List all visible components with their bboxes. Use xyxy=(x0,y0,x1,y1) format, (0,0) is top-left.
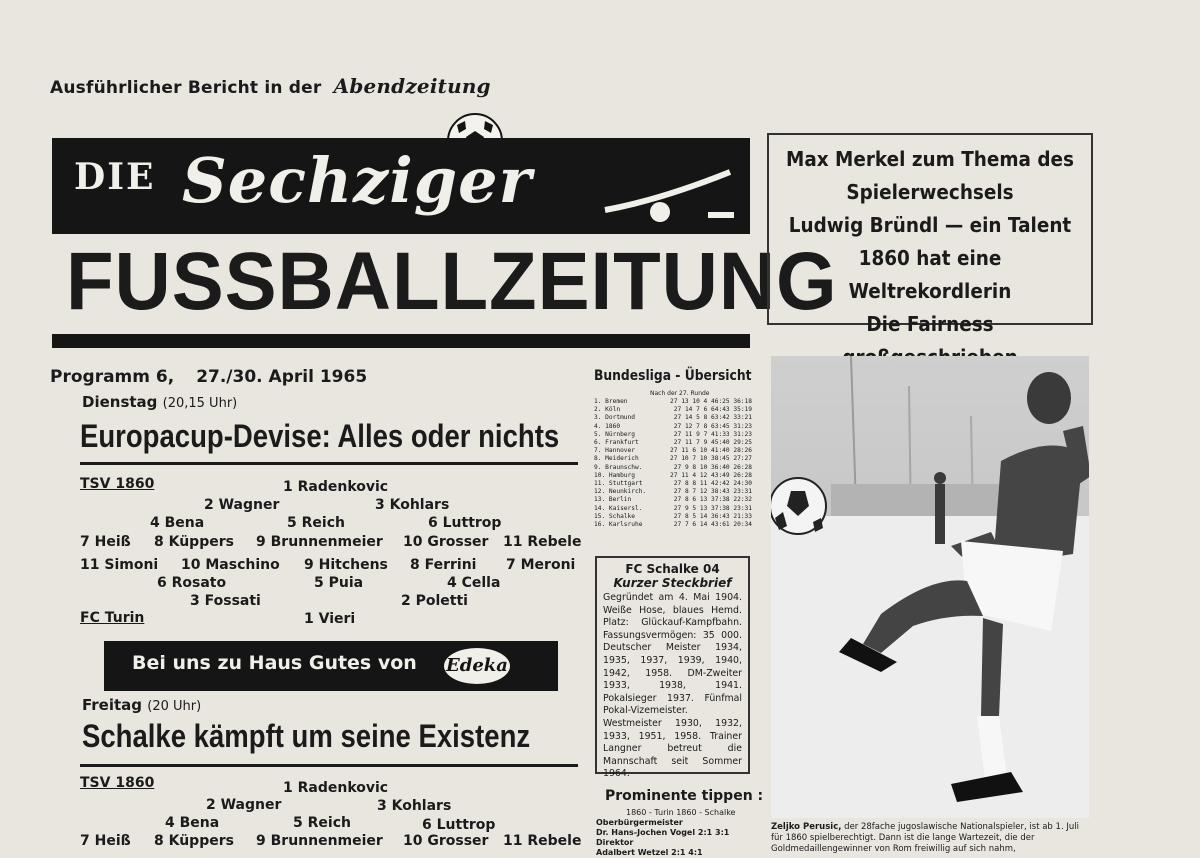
player: 1 Radenkovic xyxy=(283,479,389,495)
table-row xyxy=(594,480,752,488)
team-stats: 27 11 9 7 41:33 31:23 xyxy=(673,430,752,438)
edeka-logo: Edeka xyxy=(444,648,510,684)
topic-line: Ludwig Bründl — ein Talent xyxy=(788,213,1072,237)
table-row xyxy=(594,521,752,529)
player: 2 Wagner xyxy=(206,797,282,813)
table-row xyxy=(594,406,752,414)
player: 11 Rebele xyxy=(503,534,582,550)
topic-line: Spielerwechsels xyxy=(846,180,1014,204)
team-name: 7. Hannover xyxy=(594,447,635,455)
team-stats: 27 10 7 10 38:45 27:27 xyxy=(670,455,752,463)
schalke-subtitle: Kurzer Steckbrief xyxy=(613,576,732,590)
player: 8 Ferrini xyxy=(410,557,477,573)
schalke-profile-box xyxy=(595,556,750,780)
caption-name: Zeljko Perusic, xyxy=(771,822,842,832)
tips-title: Prominente tippen : xyxy=(605,788,764,804)
table-row xyxy=(594,423,752,431)
player-photo xyxy=(771,356,1089,818)
table-row xyxy=(594,464,752,472)
player: 9 Brunnenmeier xyxy=(256,833,383,849)
team-stats: 27 12 7 8 63:45 31:23 xyxy=(673,422,752,430)
player: 7 Meroni xyxy=(506,557,576,573)
player: 9 Hitchens xyxy=(304,557,388,573)
table-row xyxy=(594,496,752,504)
bundesliga-title: Bundesliga - Übersicht xyxy=(594,368,752,384)
programm-line xyxy=(50,367,367,387)
team-stats: 27 11 4 12 43:49 26:28 xyxy=(670,471,752,479)
team-stats: 27 9 8 10 36:40 26:28 xyxy=(673,463,752,471)
masthead-sechziger: Sechziger xyxy=(182,144,533,217)
abendzeitung-logo: Abendzeitung xyxy=(333,74,491,98)
team-name: 9. Braunschw. xyxy=(594,463,643,471)
player: 5 Reich xyxy=(293,815,351,831)
topics-box xyxy=(767,133,1093,336)
table-row xyxy=(594,472,752,480)
match2-time: (20 Uhr) xyxy=(147,699,202,714)
team-name: 3. Dortmund xyxy=(594,414,635,422)
match1-home-team: TSV 1860 xyxy=(80,476,155,492)
player: 1 Radenkovic xyxy=(283,780,389,796)
bundesliga-subtitle: Nach der 27. Runde xyxy=(650,390,710,397)
team-name: 4. 1860 xyxy=(594,422,621,430)
team-name: 5. Nürnberg xyxy=(594,430,635,438)
tips-line: Direktor xyxy=(596,838,634,847)
programm-dates: 27./30. April 1965 xyxy=(196,367,368,387)
match1-headline: Europacup-Devise: Alles oder nichts xyxy=(80,418,560,454)
table-row xyxy=(594,431,752,439)
match1-rule xyxy=(80,462,578,465)
player: 9 Brunnenmeier xyxy=(256,534,383,550)
team-stats: 27 8 6 13 37:38 22:32 xyxy=(673,496,752,504)
team-stats: 27 8 8 11 42:42 24:30 xyxy=(673,480,752,488)
player: 4 Bena xyxy=(150,515,205,531)
schalke-title: FC Schalke 04 xyxy=(625,562,720,576)
player: 4 Bena xyxy=(165,815,220,831)
table-row xyxy=(594,414,752,422)
team-stats: 27 13 10 4 46:25 36:18 xyxy=(670,398,752,405)
match1-away-team: FC Turin xyxy=(80,610,145,626)
table-row xyxy=(594,398,752,406)
player: 11 Simoni xyxy=(80,557,159,573)
match1-time: (20,15 Uhr) xyxy=(162,396,238,411)
tips-line: Oberbürgermeister xyxy=(596,818,683,827)
player: 4 Cella xyxy=(447,575,501,591)
topic-line: 1860 hat eine Weltrekordlerin xyxy=(848,246,1012,303)
player: 7 Heiß xyxy=(80,534,131,550)
player: 2 Poletti xyxy=(401,593,468,609)
match2-home-team: TSV 1860 xyxy=(80,775,155,791)
match2-day xyxy=(82,696,201,714)
player: 10 Grosser xyxy=(403,833,489,849)
team-stats: 27 8 5 14 36:43 21:33 xyxy=(673,512,752,520)
team-name: 6. Frankfurt xyxy=(594,439,639,447)
table-row xyxy=(594,455,752,463)
player: 6 Luttrop xyxy=(422,817,496,833)
player: 2 Wagner xyxy=(204,497,280,513)
player: 8 Küppers xyxy=(154,534,234,550)
advert-text: Bei uns zu Haus Gutes von xyxy=(132,652,417,674)
table-row xyxy=(594,488,752,496)
match2-day-name: Freitag xyxy=(82,696,143,714)
tips-line: Adalbert Wetzel 2:1 4:1 xyxy=(596,848,703,857)
team-stats: 27 8 7 12 38:43 23:31 xyxy=(673,488,752,496)
report-notice-text: Ausführlicher Bericht in der xyxy=(50,78,322,98)
player: 10 Grosser xyxy=(403,534,489,550)
match2-headline: Schalke kämpft um seine Existenz xyxy=(82,718,531,754)
bundesliga-table xyxy=(594,398,752,529)
photo-caption xyxy=(771,822,1089,855)
table-row xyxy=(594,513,752,521)
player: 5 Reich xyxy=(287,515,345,531)
team-name: 16. Karlsruhe xyxy=(594,521,643,529)
table-row xyxy=(594,505,752,513)
player: 3 Kohlars xyxy=(377,798,452,814)
player: 5 Puia xyxy=(314,575,364,591)
topic-line: Die Fairness xyxy=(866,312,994,336)
masthead-swash-icon xyxy=(600,160,740,230)
tips-header: 1860 - Turin 1860 - Schalke xyxy=(626,808,736,817)
team-name: 12. Neunkirch. xyxy=(594,488,647,496)
team-stats: 27 14 7 6 64:43 35:19 xyxy=(673,406,752,414)
tips-line: Dr. Hans-Jochen Vogel 2:1 3:1 xyxy=(596,828,730,837)
player: 6 Luttrop xyxy=(428,515,502,531)
team-name: 2. Köln xyxy=(594,406,621,414)
team-name: 15. Schalke xyxy=(594,512,635,520)
team-name: 8. Meiderich xyxy=(594,455,639,463)
team-stats: 27 14 5 8 63:42 33:21 xyxy=(673,414,752,422)
team-name: 11. Stuttgart xyxy=(594,480,643,488)
team-stats: 27 9 5 13 37:38 23:31 xyxy=(673,504,752,512)
masthead-rule xyxy=(52,334,750,348)
player: 10 Maschino xyxy=(181,557,280,573)
programm-label: Programm 6, xyxy=(50,367,175,387)
edeka-advert xyxy=(104,641,558,691)
team-name: 13. Berlin xyxy=(594,496,632,504)
caption-text: der 28fache jugoslawische Nationalspieler, ist ab 1. Juli für 1860 spielberechtigt. Dann ist die lange Wartezeit, die der Goldmedaillengewinner von Rom freiwillig auf sich nahm, xyxy=(771,822,1079,854)
player: 3 Fossati xyxy=(190,593,261,609)
player: 7 Heiß xyxy=(80,833,131,849)
player: 11 Rebele xyxy=(503,833,582,849)
match1-day xyxy=(82,393,237,411)
team-name: 14. Kaisersl. xyxy=(594,504,643,512)
match2-rule xyxy=(80,764,578,767)
player: 1 Vieri xyxy=(304,611,356,627)
table-row xyxy=(594,439,752,447)
team-stats: 27 7 6 14 43:61 20:34 xyxy=(673,521,752,529)
masthead-title: FUSSBALLZEITUNG xyxy=(66,236,838,327)
player: 3 Kohlars xyxy=(375,497,450,513)
schalke-text: Gegründet am 4. Mai 1904. Weiße Hose, blaues Hemd. Platz: Glückauf-Kampfbahn. Fassungsvermögen: 35 000. Deutscher Meister 1934, 1935, 1937, 1939, 1940, 1942, 1958. DM-Zweiter 1933, 1938, 1941. Pokalsieger 1937. Fünfmal Pokal-Vizemeister. Westmeister 1930, 1932, 1933, 1951, 1958. Trainer Langner betreut die Mannschaft seit Sommer 1964. xyxy=(603,592,742,780)
topic-line: Max Merkel zum Thema des xyxy=(786,147,1074,171)
team-name: 10. Hamburg xyxy=(594,471,635,479)
table-row xyxy=(594,447,752,455)
masthead-banner xyxy=(52,138,750,234)
team-stats: 27 11 6 10 41:40 28:26 xyxy=(670,447,752,455)
player: 6 Rosato xyxy=(157,575,227,591)
match1-day-name: Dienstag xyxy=(82,393,158,411)
report-notice xyxy=(50,74,491,98)
team-name: 1. Bremen xyxy=(594,398,628,405)
team-stats: 27 11 7 9 45:40 29:25 xyxy=(673,439,752,447)
masthead-die: DIE xyxy=(74,156,156,198)
player: 8 Küppers xyxy=(154,833,234,849)
